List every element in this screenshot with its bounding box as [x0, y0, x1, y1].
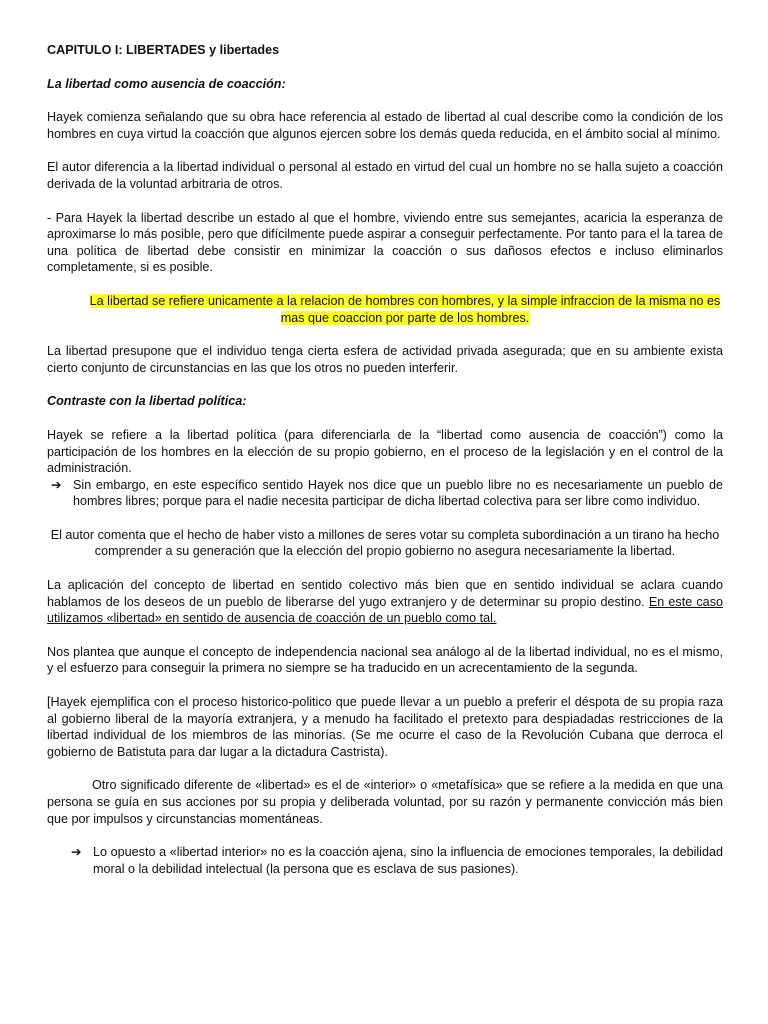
paragraph-1: Hayek comienza señalando que su obra hace referencia al estado de libertad al cual describe como la condición de los hombres en cuya virtud la coacción que algunos ejercen sobre los demás queda reducida, en el ámbito social al mínimo. [47, 110, 723, 141]
bullet-text-1: Sin embargo, en este específico sentido Hayek nos dice que un pueblo libre no es necesariamente un pueblo de hombres libres; porque para el nadie necesita participar de dicha libertad colectiva para ser libre como individuo. [73, 477, 723, 509]
highlighted-quote [47, 293, 723, 326]
paragraph-6: El autor comenta que el hecho de haber visto a millones de seres votar su completa subordinación a un tirano ha hecho comprender a su generación que la elección del propio gobierno no asegura necesariamente la libertad. [50, 527, 720, 559]
paragraph-7-text: La aplicación del concepto de libertad en sentido colectivo más bien que en sentido individual se aclara cuando hablamos de los deseos de un pueblo de liberarse del yugo extranjero y de determinar su propio destino. [47, 578, 723, 609]
paragraph-7-underlined: En este caso utilizamos «libertad» en sentido de ausencia de coacción de un pueblo como tal. [47, 594, 723, 626]
paragraph-3: - Para Hayek la libertad describe un estado al que el hombre, viviendo entre sus semejantes, acaricia la esperanza de aproximarse lo más posible, pero que difícilmente puede aspirar a conseguir perfectamente. Por tanto para el la tarea de una política de libertad debe consistir en minimizar la coacción o sus dañosos efectos e incluso eliminarlos completamente, si es posible. [47, 210, 723, 275]
paragraph-4: La libertad presupone que el individuo tenga cierta esfera de actividad privada asegurada; que en su ambiente exista cierto conjunto de circunstancias en las que los otros no pueden interferir. [47, 344, 723, 375]
section-heading-political: Contraste con la libertad política: [47, 394, 247, 409]
arrow-bullet-icon: ➔ [51, 477, 62, 492]
paragraph-2: El autor diferencia a la libertad individual o personal al estado en virtud del cual un hombre no se halla sujeto a coacción derivada de la voluntad arbitraria de otros. [47, 160, 723, 191]
paragraph-7 [47, 577, 723, 627]
arrow-bullet-icon: ➔ [71, 845, 82, 860]
bullet-item-2 [47, 844, 723, 877]
paragraph-10: Otro significado diferente de «libertad» es el de «interior» o «metafísica» que se refiere a la medida en que una persona se guía en sus acciones por su propia y deliberada voluntad, por su razón y permanente convicción más bien que por impulsos y circunstancias momentáneas. [47, 778, 723, 826]
paragraph-8: Nos plantea que aunque el concepto de independencia nacional sea análogo al de la libertad individual, no es el mismo, y el esfuerzo para conseguir la primera no siempre se ha traducido en un acrecentamiento de la segunda. [47, 644, 723, 676]
chapter-title: CAPITULO I: LIBERTADES y libertades [47, 43, 280, 57]
bullet-text-2: Lo opuesto a «libertad interior» no es la coacción ajena, sino la influencia de emociones temporales, la debilidad moral o la debilidad intelectual (la persona que es esclava de sus pasiones). [93, 845, 723, 876]
paragraph-5: Hayek se refiere a la libertad política (para diferenciarla de la “libertad como ausencia de coacción”) como la participación de los hombres en la elección de su propio gobierno, en el proceso de la legislación y en el control de la administración. [47, 427, 723, 476]
highlighted-text: La libertad se refiere unicamente a la relacion de hombres con hombres, y la simple infraccion de la misma no es mas que coaccion por parte de los hombres. [89, 293, 721, 325]
document-page [47, 42, 723, 894]
paragraph-9: [Hayek ejemplifica con el proceso historico-politico que puede llevar a un pueblo a preferir el déspota de su propia raza al gobierno liberal de la mayoría extranjera, y a menudo ha facilitado el pretexto para despiadadas restricciones de la libertad individual de los miembros de las minorías. (Se me ocurre el caso de la Revolución Cubana que derroca el gobierno de Batistuta para dar lugar a la dictadura Castrista). [47, 695, 723, 759]
bullet-item-1 [47, 477, 723, 510]
section-heading-coercion: La libertad como ausencia de coacción: [47, 76, 286, 91]
